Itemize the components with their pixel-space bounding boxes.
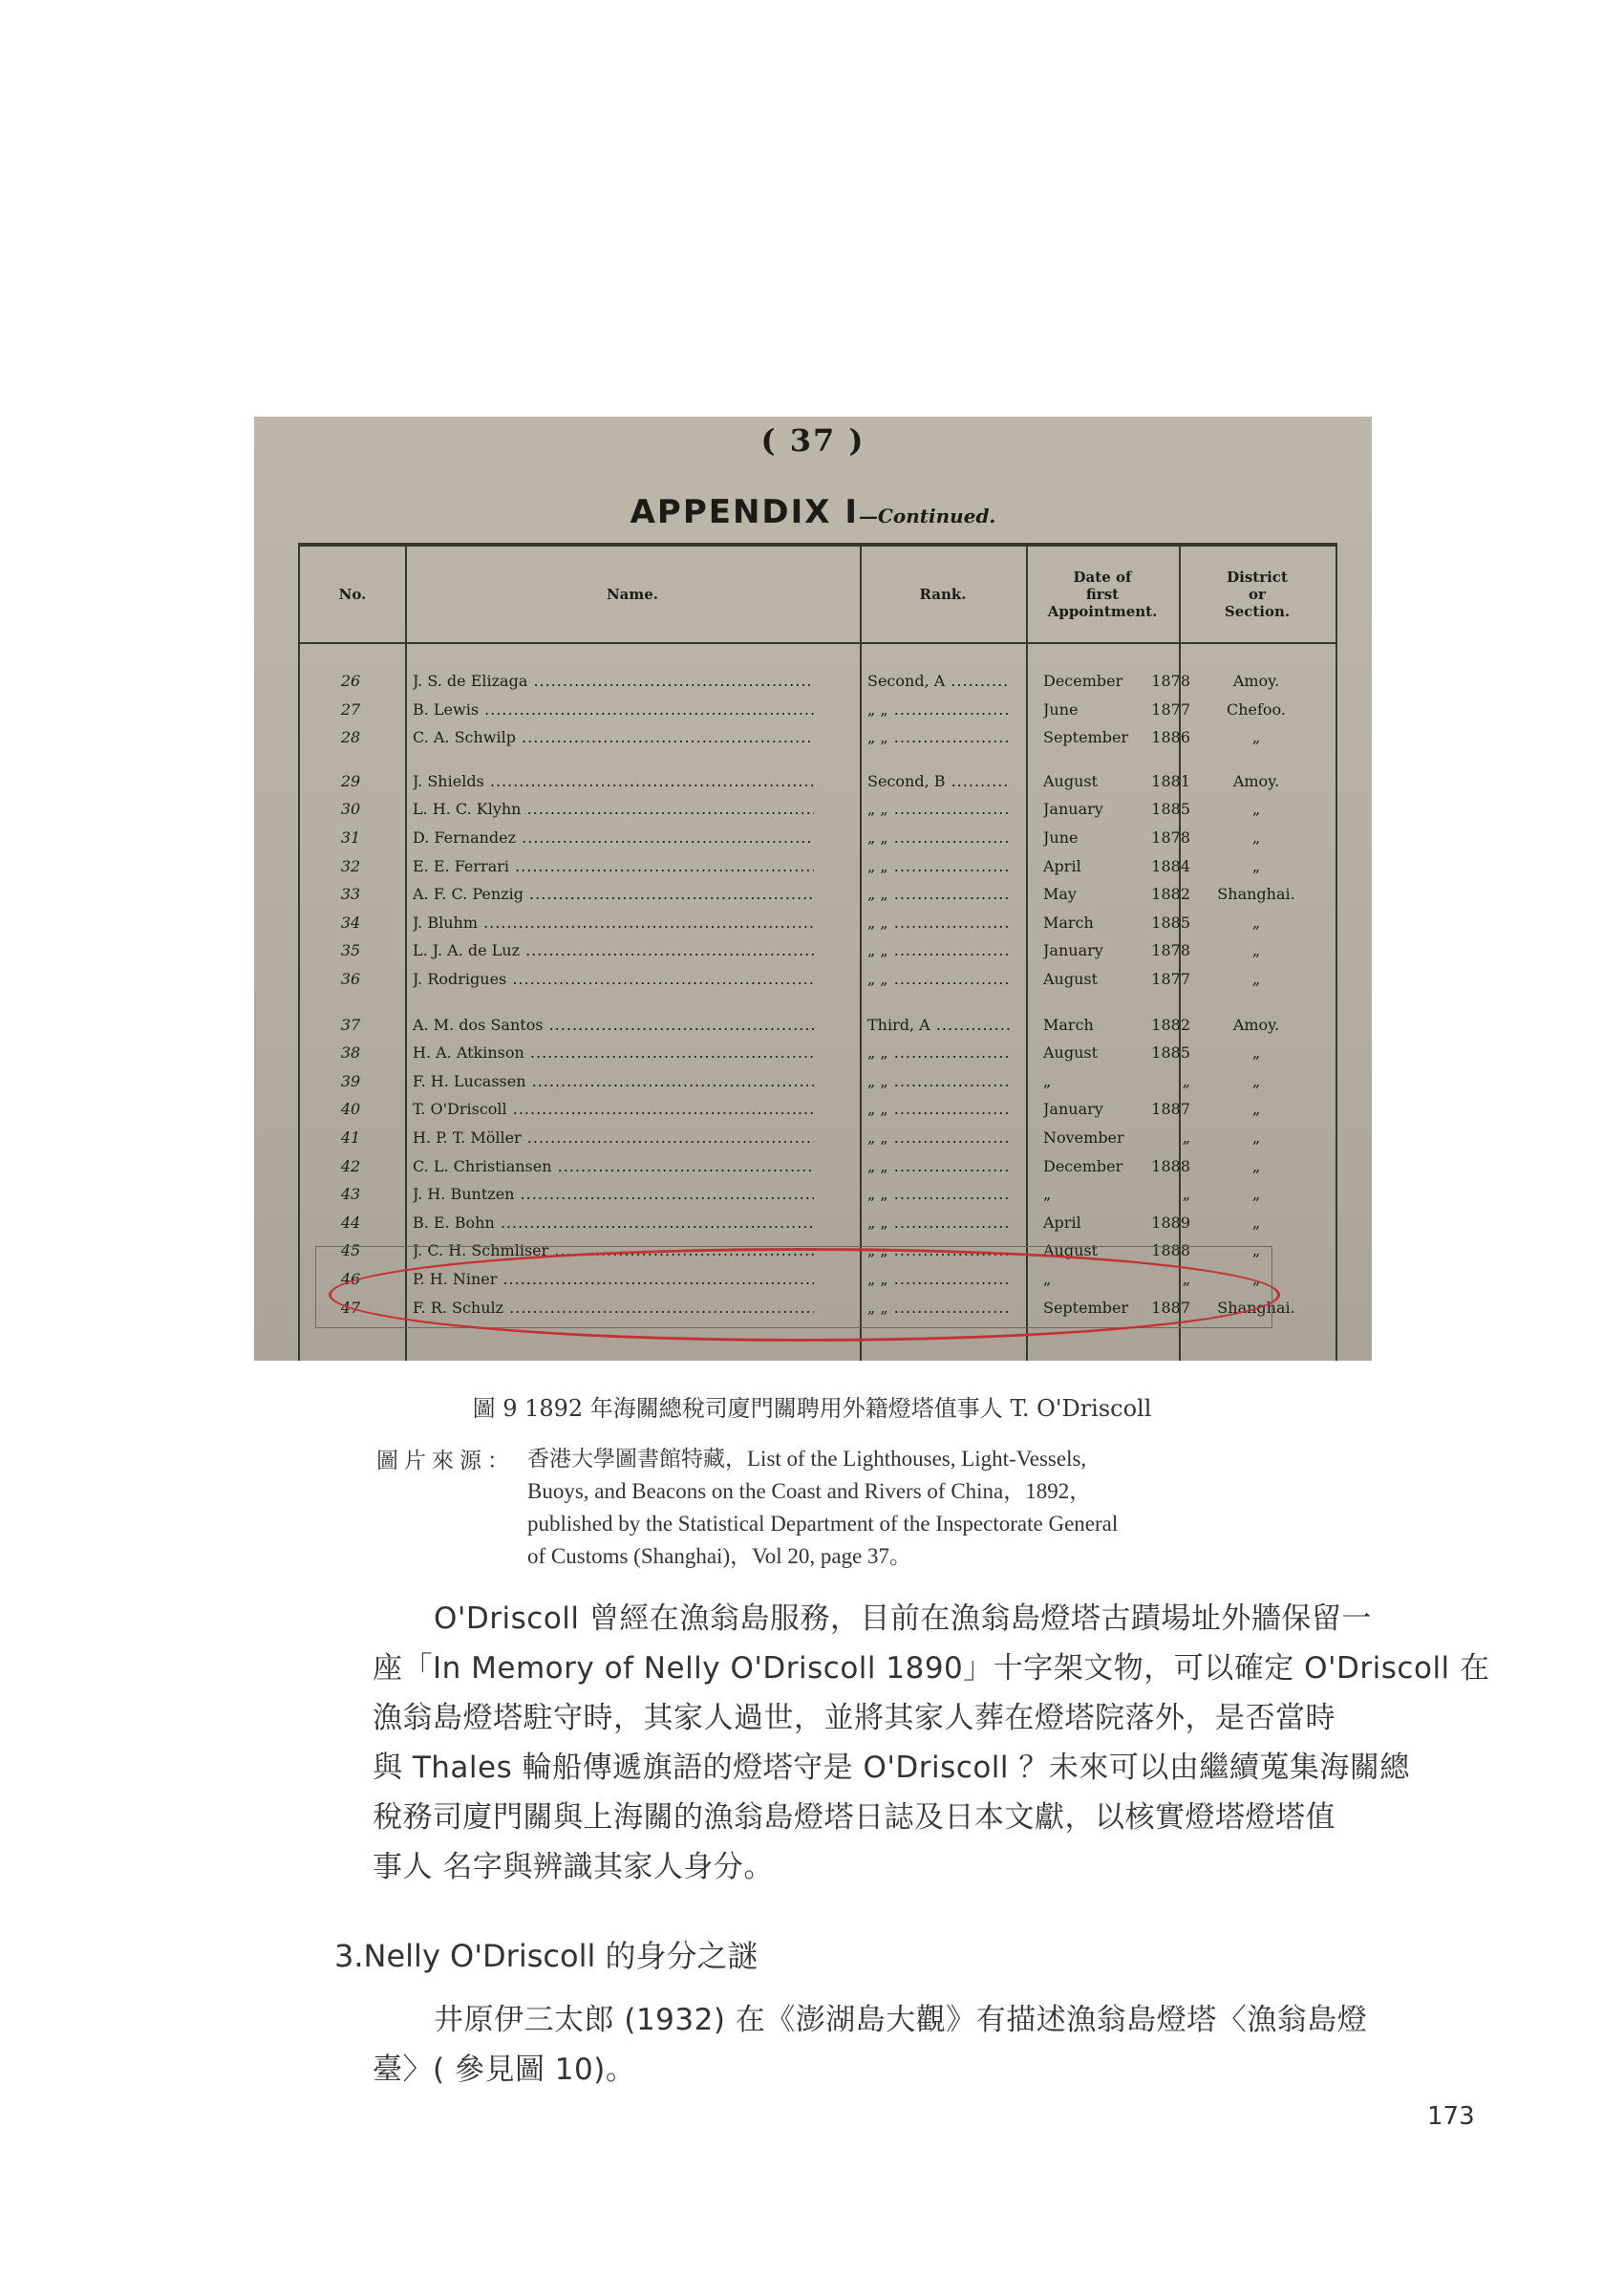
cell-district: „ [1251,1071,1261,1090]
cell-month: January [1043,941,1103,960]
source-line: 香港大學圖書館特藏，List of the Lighthouses, Light-Vessels, [527,1447,1087,1471]
cell-year: 1886 [1151,728,1190,747]
cell-month: June [1043,828,1079,847]
cell-rank: „ „ ..... [867,1294,1011,1322]
cell-name: J. C. H. Schmliser ..... [413,1236,814,1265]
cell-year: 1881 [1151,771,1190,790]
cell-district: Shanghai. [1217,885,1295,904]
cell-no: 35 [340,941,361,960]
cell-name: L. J. A. de Luz ..... [413,936,814,965]
cell-month: March [1043,913,1094,932]
cell-district: „ [1251,1213,1261,1232]
table-row [300,1095,1336,1124]
cell-district: „ [1251,1043,1261,1063]
cell-district: „ [1251,1270,1261,1288]
cell-district: „ [1251,1128,1261,1147]
cell-district: „ [1251,941,1261,960]
cell-year: 1882 [1151,1015,1190,1034]
table-row [300,1124,1336,1152]
cell-month: September [1043,1298,1129,1317]
cell-rank: „ „ ..... [867,909,1011,937]
cell-district: „ [1251,1100,1261,1119]
figure-caption: 圖 9 1892 年海關總稅司廈門關聘用外籍燈塔值事人 T. O'Driscoll [472,1395,1152,1422]
cell-name: H. P. T. Möller ..... [413,1124,814,1152]
cell-year: „ [1182,1185,1190,1204]
cell-district: „ [1251,728,1261,747]
cell-no: 38 [340,1043,361,1063]
cell-rank: „ „ ..... [867,824,1011,852]
column-header-rank: Rank. [919,586,967,603]
page-number: 173 [1427,2102,1475,2131]
paragraph-line: 座「In Memory of Nelly O'Driscoll 1890」十字架文物，可以確定 O'Driscoll 在 [373,1651,1490,1686]
source-label: 圖片來源： [376,1449,515,1473]
cell-name: E. E. Ferrari ..... [413,852,814,881]
cell-name: A. F. C. Penzig ..... [413,880,814,909]
cell-year: 1878 [1151,941,1190,960]
cell-no: 45 [340,1241,361,1260]
cell-year: 1889 [1151,1213,1190,1232]
column-header-district: District or Section. [1224,569,1291,620]
cell-month: January [1043,800,1103,819]
cell-month: May [1043,885,1077,904]
cell-name: A. M. dos Santos ..... [413,1011,814,1040]
table-row [300,909,1336,937]
paragraph-line: 臺〉( 參見圖 10)。 [373,2052,636,2087]
cell-name: B. Lewis ..... [413,696,814,724]
appendix-scan-photo [254,417,1372,1361]
cell-month: March [1043,1015,1094,1034]
cell-district: „ [1251,913,1261,932]
cell-rank: „ „ ..... [867,852,1011,881]
cell-month: June [1043,699,1079,719]
table-row [300,824,1336,852]
cell-district: Amoy. [1232,672,1280,690]
cell-month: „ [1043,1071,1052,1090]
table-header-rule [300,642,1336,644]
paragraph-line: 漁翁島燈塔駐守時，其家人過世，並將其家人葬在燈塔院落外，是否當時 [373,1701,1336,1735]
table-row [300,723,1336,752]
cell-year: 1882 [1151,885,1190,904]
cell-year: 1887 [1151,1298,1190,1317]
cell-year: 1877 [1151,699,1190,719]
cell-year: 1878 [1151,828,1190,847]
cell-year: „ [1182,1128,1190,1147]
cell-rank: Third, A ..... [867,1011,1011,1040]
cell-month: „ [1043,1185,1052,1204]
cell-no: 30 [340,800,361,819]
cell-rank: „ „ ..... [867,696,1011,724]
table-row [300,667,1336,696]
cell-month: August [1043,771,1099,790]
cell-month: August [1043,1043,1099,1063]
cell-month: August [1043,970,1099,988]
table-row [300,696,1336,724]
table-row [300,1011,1336,1040]
cell-name: B. E. Bohn ..... [413,1209,814,1237]
cell-name: C. L. Christiansen ..... [413,1152,814,1181]
column-header-date: Date of first Appointment. [1047,569,1158,620]
cell-name: H. A. Atkinson ..... [413,1039,814,1067]
cell-rank: „ „ ..... [867,1180,1011,1209]
cell-no: 34 [340,913,361,932]
cell-district: „ [1251,856,1261,875]
cell-name: J. Rodrigues ..... [413,965,814,994]
section-title: 3.Nelly O'Driscoll 的身分之謎 [334,1938,759,1974]
paragraph-line: 事人 名字與辨識其家人身分。 [373,1850,774,1884]
cell-district: Shanghai. [1217,1298,1295,1317]
cell-district: „ [1251,1156,1261,1175]
table-row [300,880,1336,909]
cell-name: J. Bluhm ..... [413,909,814,937]
cell-no: 26 [340,672,361,690]
cell-rank: „ „ ..... [867,1039,1011,1067]
cell-rank: „ „ ..... [867,880,1011,909]
table-row [300,1180,1336,1209]
cell-rank: „ „ ..... [867,795,1011,824]
cell-no: 43 [340,1185,361,1204]
table-row [300,795,1336,824]
table-row [300,936,1336,965]
cell-name: F. H. Lucassen ..... [413,1067,814,1096]
cell-district: „ [1251,800,1261,819]
cell-district: „ [1251,828,1261,847]
cell-district: „ [1251,970,1261,988]
cell-year: 1887 [1151,1100,1190,1119]
column-header-name: Name. [606,586,659,603]
table-row [300,1067,1336,1096]
cell-no: 41 [340,1128,361,1147]
scan-heading [254,493,1372,531]
cell-month: September [1043,728,1129,747]
table-row [300,1039,1336,1067]
cell-no: 31 [340,828,361,847]
cell-district: „ [1251,1241,1261,1260]
table-row [300,1152,1336,1181]
cell-year: 1878 [1151,672,1190,690]
cell-name: J. H. Buntzen ..... [413,1180,814,1209]
cell-name: C. A. Schwilp ..... [413,723,814,752]
cell-rank: „ „ ..... [867,1152,1011,1181]
cell-year: 1885 [1151,913,1190,932]
table-row [300,1209,1336,1237]
cell-year: 1885 [1151,800,1190,819]
cell-district: Amoy. [1232,1015,1280,1034]
cell-no: 39 [340,1071,361,1090]
cell-no: 40 [340,1100,361,1119]
column-header-no: No. [338,586,367,603]
cell-no: 44 [340,1213,361,1232]
cell-rank: „ „ ..... [867,1124,1011,1152]
cell-name: J. S. de Elizaga ..... [413,667,814,696]
cell-district: Chefoo. [1226,699,1286,719]
cell-no: 29 [340,771,361,790]
source-citation [527,1443,1253,1573]
highlight-ellipse [329,1248,1280,1342]
cell-month: January [1043,1100,1103,1119]
scan-heading-title: APPENDIX I [630,493,859,531]
table-row [300,852,1336,881]
cell-month: „ [1043,1270,1052,1288]
cell-rank: „ „ ..... [867,936,1011,965]
cell-rank: „ „ ..... [867,965,1011,994]
table-row [300,965,1336,994]
cell-year: 1888 [1151,1241,1190,1260]
cell-rank: „ „ ..... [867,1095,1011,1124]
scan-page-number: ( 37 ) [760,422,865,459]
cell-month: December [1043,672,1123,690]
cell-month: December [1043,1156,1123,1175]
cell-no: 36 [340,970,361,988]
cell-rank: Second, B ..... [867,767,1011,796]
source-line: published by the Statistical Department of the Inspectorate General [527,1512,1119,1536]
paragraph-line: 稅務司廈門關與上海關的漁翁島燈塔日誌及日本文獻，以核實燈塔燈塔值 [373,1800,1336,1835]
cell-no: 47 [340,1298,361,1317]
cell-rank: „ „ ..... [867,1236,1011,1265]
paragraph-odriscoll [373,1594,1490,1892]
cell-rank: „ „ ..... [867,1067,1011,1096]
cell-month: August [1043,1241,1099,1260]
cell-month: April [1043,1213,1081,1232]
source-line: Buoys, and Beacons on the Coast and Rivers of China，1892， [527,1479,1092,1503]
cell-no: 42 [340,1156,361,1175]
cell-no: 28 [340,728,361,747]
cell-name: T. O'Driscoll ..... [413,1095,814,1124]
cell-month: April [1043,856,1081,875]
paragraph-ihara [373,1995,1367,2095]
cell-month: November [1043,1128,1124,1147]
paragraph-line: 井原伊三太郎 (1932) 在《澎湖島大觀》有描述漁翁島燈塔〈漁翁島燈 [434,2003,1368,2037]
cell-rank: „ „ ..... [867,1265,1011,1294]
cell-rank: Second, A ..... [867,667,1011,696]
table-row [300,767,1336,796]
appendix-table [298,543,1337,1361]
cell-rank: „ „ ..... [867,1209,1011,1237]
cell-year: 1877 [1151,970,1190,988]
cell-year: 1885 [1151,1043,1190,1063]
cell-name: J. Shields ..... [413,767,814,796]
cell-year: „ [1182,1270,1190,1288]
cell-name: F. R. Schulz ..... [413,1294,814,1322]
cell-no: 27 [340,699,361,719]
source-line: of Customs (Shanghai)，Vol 20, page 37。 [527,1544,912,1568]
cell-no: 32 [340,856,361,875]
cell-name: D. Fernandez ..... [413,824,814,852]
cell-no: 33 [340,885,361,904]
cell-year: 1884 [1151,856,1190,875]
cell-no: 46 [340,1270,361,1288]
cell-year: 1888 [1151,1156,1190,1175]
cell-year: „ [1182,1071,1190,1090]
cell-district: „ [1251,1185,1261,1204]
cell-name: P. H. Niner ..... [413,1265,814,1294]
cell-name: L. H. C. Klyhn ..... [413,795,814,824]
cell-no: 37 [340,1015,361,1034]
cell-rank: „ „ ..... [867,723,1011,752]
scan-heading-continued: —Continued. [859,505,996,527]
paragraph-line: 與 Thales 輪船傳遞旗語的燈塔守是 O'Driscoll ？未來可以由繼續蒐集海關總 [373,1751,1410,1785]
cell-district: Amoy. [1232,771,1280,790]
paragraph-line: O'Driscoll 曾經在漁翁島服務，目前在漁翁島燈塔古蹟場址外牆保留一 [434,1601,1372,1636]
